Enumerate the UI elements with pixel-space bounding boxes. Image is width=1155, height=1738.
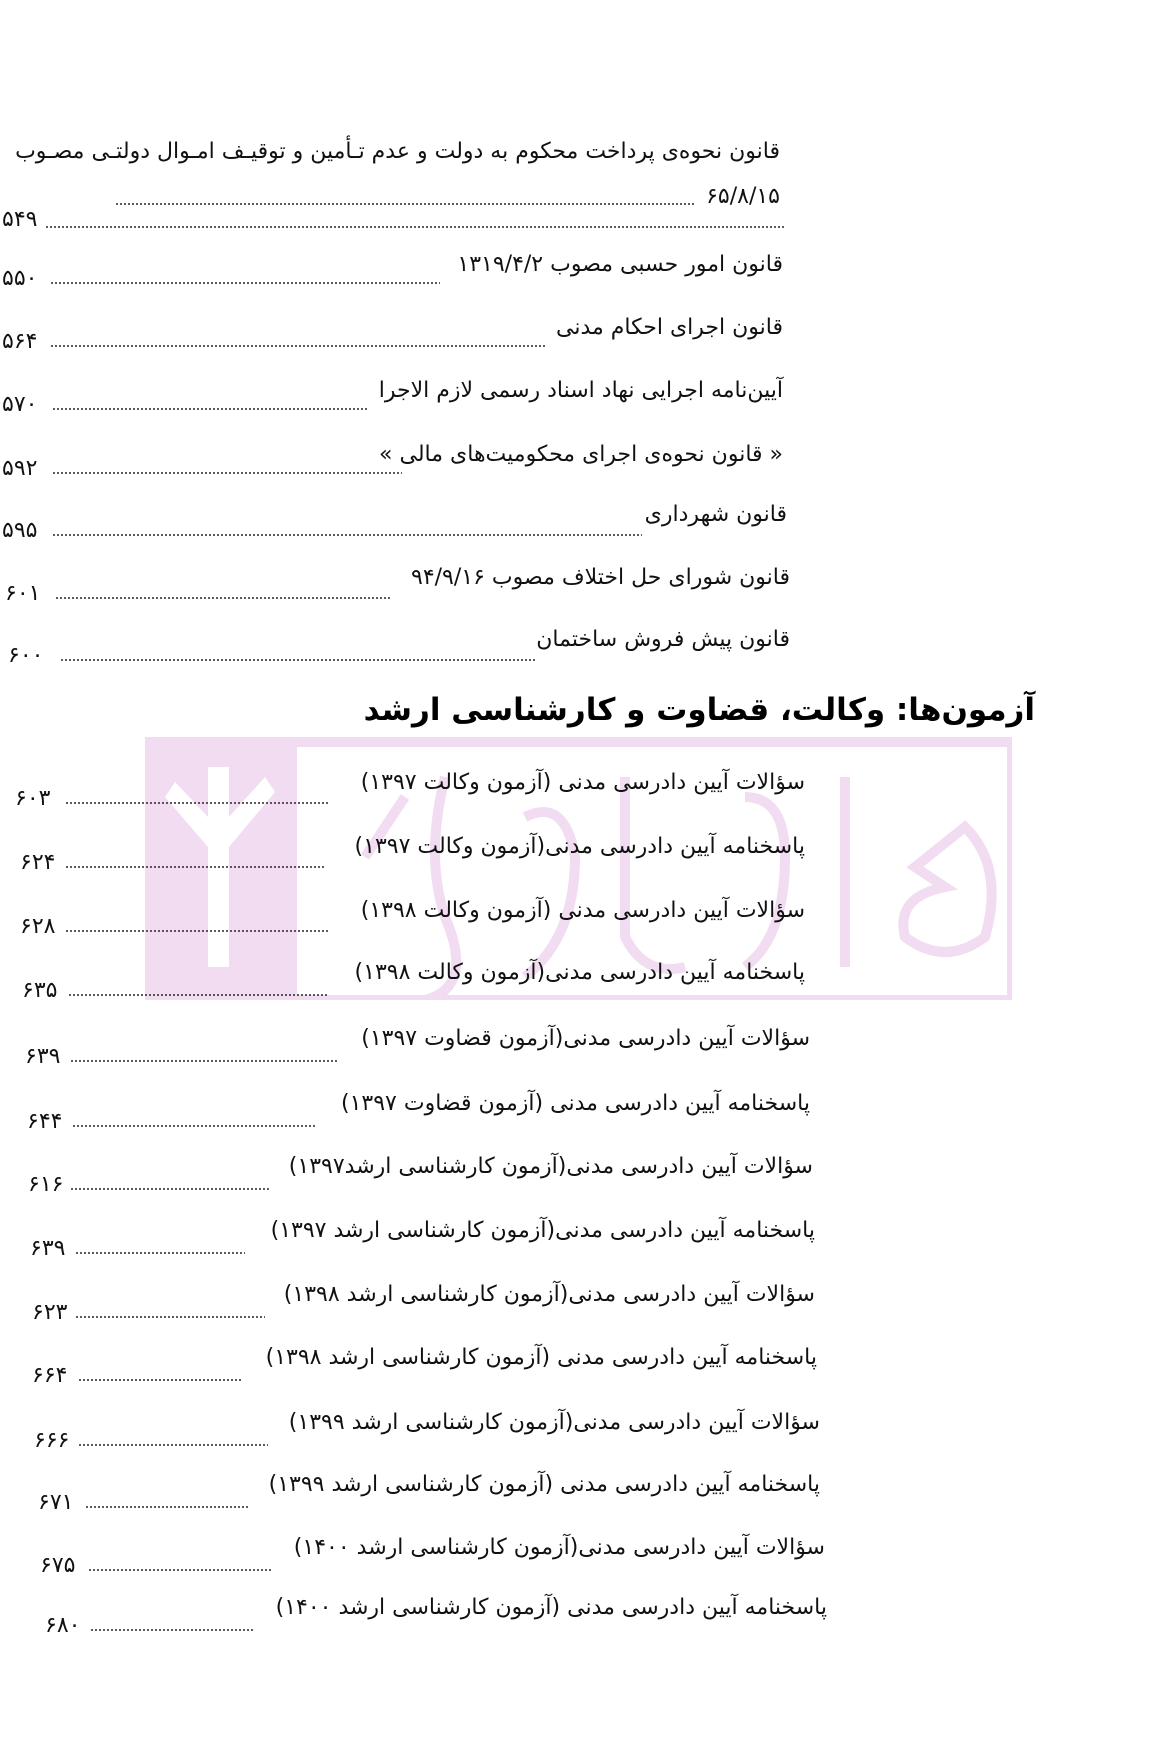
page-number: ۶۳۹ [25, 1044, 61, 1069]
dot-leader [90, 1629, 255, 1631]
toc-entry-title-continuation: ۶۵/۸/۱۵ [706, 184, 780, 209]
toc-entry[interactable] [0, 376, 1155, 416]
toc-entry-title: سؤالات آیین دادرسی مدنی (آزمون وکالت ۱۳۹۸) [360, 898, 805, 923]
toc-entry-title: سؤالات آیین دادرسی مدنی(آزمون کارشناسی ارشد۱۳۹۷) [288, 1154, 813, 1179]
page-number: ۶۶۶ [34, 1428, 70, 1453]
section-heading: آزمون‌ها: وکالت، قضاوت و کارشناسی ارشد [363, 692, 1035, 728]
dot-leader [52, 408, 367, 410]
dot-leader [75, 1316, 265, 1318]
dot-leader [68, 994, 328, 996]
toc-entry-title: قانون شورای حل اختلاف مصوب ۹۴/۹/۱۶ [411, 565, 790, 590]
dot-leader [75, 1252, 245, 1254]
toc-entry[interactable] [0, 896, 1155, 939]
toc-entry-title: پاسخنامه آیین دادرسی مدنی (آزمون قضاوت ۱۳۹۷) [341, 1091, 810, 1116]
toc-entry[interactable] [0, 832, 1155, 875]
dot-leader [55, 597, 390, 599]
toc-entry[interactable] [0, 500, 1155, 543]
page-number: ۶۳۹ [30, 1236, 66, 1261]
toc-entry-title: سؤالات آیین دادرسی مدنی (آزمون وکالت ۱۳۹۷) [360, 770, 805, 795]
dot-leader [65, 802, 330, 804]
page-number: ۵۵۰ [2, 266, 38, 291]
toc-entry[interactable] [0, 1216, 1155, 1261]
toc-entry[interactable] [0, 1343, 1155, 1388]
toc-entry-title: قانون نحوه‌ی پرداخت محکوم به دولت و عدم تـأمین و توقیـف امـوال دولتـی مصـوب [15, 139, 780, 164]
toc-entry[interactable] [0, 1089, 1155, 1134]
toc-entry[interactable] [0, 958, 1155, 1003]
toc-entry[interactable] [0, 1593, 1155, 1638]
toc-entry-title: « قانون نحوه‌ی اجرای محکومیت‌های مالی » [379, 442, 783, 467]
toc-entry-title: سؤالات آیین دادرسی مدنی(آزمون قضاوت ۱۳۹۷) [361, 1026, 810, 1051]
toc-entry-title: پاسخنامه آیین دادرسی مدنی (آزمون کارشناسی ارشد ۱۴۰۰) [275, 1595, 827, 1620]
page-number: ۵۶۴ [2, 329, 38, 354]
dot-leader [65, 930, 330, 932]
toc-entry-title: پاسخنامه آیین دادرسی مدنی (آزمون کارشناسی ارشد ۱۳۹۸) [265, 1345, 817, 1370]
toc-entry[interactable] [0, 0, 1155, 230]
page-number: ۶۲۸ [20, 914, 56, 939]
dot-leader [52, 534, 642, 536]
toc-entry[interactable] [0, 1024, 1155, 1069]
dot-leader [78, 1379, 243, 1381]
toc-entry-title: پاسخنامه آیین دادرسی مدنی (آزمون کارشناسی ارشد ۱۳۹۹) [268, 1472, 820, 1497]
page-number: ۶۲۴ [20, 850, 56, 875]
toc-entry[interactable] [0, 625, 1155, 668]
toc-entry-title: قانون اجرای احکام مدنی [555, 315, 783, 340]
dot-leader [52, 472, 402, 474]
toc-entry[interactable] [0, 1470, 1155, 1515]
toc-entry-title: پاسخنامه آیین دادرسی مدنی(آزمون وکالت ۱۳۹۸) [354, 960, 805, 985]
dot-leader [85, 1506, 250, 1508]
page-number: ۶۴۴ [27, 1109, 63, 1134]
toc-entry-title: سؤالات آیین دادرسی مدنی(آزمون کارشناسی ارشد ۱۳۹۹) [288, 1410, 820, 1435]
toc-entry[interactable] [0, 250, 1155, 290]
page-number: ۵۴۹ [2, 207, 38, 232]
dot-leader [88, 1569, 273, 1571]
dot-leader [50, 345, 545, 347]
toc-entry-title: سؤالات آیین دادرسی مدنی(آزمون کارشناسی ارشد ۱۴۰۰) [293, 1535, 825, 1560]
dot-leader [78, 1444, 268, 1446]
toc-entry[interactable] [0, 1533, 1155, 1578]
page-number: ۶۷۵ [40, 1553, 76, 1578]
dot-leader [115, 203, 695, 205]
dot-leader [50, 282, 440, 284]
toc-entry-title: پاسخنامه آیین دادرسی مدنی(آزمون وکالت ۱۳۹۷) [354, 834, 805, 859]
page-number: ۶۰۳ [15, 786, 51, 811]
page-number: ۶۱۶ [28, 1172, 64, 1197]
toc-entry[interactable] [0, 1152, 1155, 1197]
page-number: ۶۰۰ [8, 643, 44, 668]
toc-entry[interactable] [0, 563, 1155, 606]
toc-entry[interactable] [0, 440, 1155, 480]
toc-entry-title: قانون شهرداری [644, 502, 787, 527]
toc-entry-title: آیین‌نامه اجرایی نهاد اسناد رسمی لازم الاجرا [378, 378, 783, 403]
dot-leader [60, 659, 535, 661]
toc-entry[interactable] [0, 313, 1155, 353]
dot-leader [65, 866, 325, 868]
toc-entry-title: قانون امور حسبی مصوب ۱۳۱۹/۴/۲ [457, 252, 783, 277]
page-number: ۶۰۱ [5, 581, 41, 606]
dot-leader [45, 226, 785, 228]
toc-entry[interactable] [0, 768, 1155, 811]
page-number: ۶۷۱ [38, 1490, 74, 1515]
dot-leader [72, 1125, 317, 1127]
toc-entry[interactable] [0, 1280, 1155, 1325]
toc-entry-title: سؤالات آیین دادرسی مدنی(آزمون کارشناسی ارشد ۱۳۹۸) [283, 1282, 815, 1307]
toc-entry[interactable] [0, 1408, 1155, 1453]
page-number: ۶۳۵ [22, 978, 58, 1003]
page-number: ۵۹۵ [2, 518, 38, 543]
toc-entry-title: قانون پیش فروش ساختمان [536, 627, 790, 652]
toc-entry-title: پاسخنامه آیین دادرسی مدنی(آزمون کارشناسی ارشد ۱۳۹۷) [270, 1218, 815, 1243]
page-number: ۵۹۲ [2, 456, 38, 481]
page-number: ۶۶۴ [32, 1363, 68, 1388]
page-number: ۶۸۰ [45, 1613, 81, 1638]
page-number: ۵۷۰ [2, 392, 38, 417]
page-number: ۶۲۳ [32, 1300, 68, 1325]
dot-leader [70, 1060, 338, 1062]
dot-leader [70, 1188, 270, 1190]
